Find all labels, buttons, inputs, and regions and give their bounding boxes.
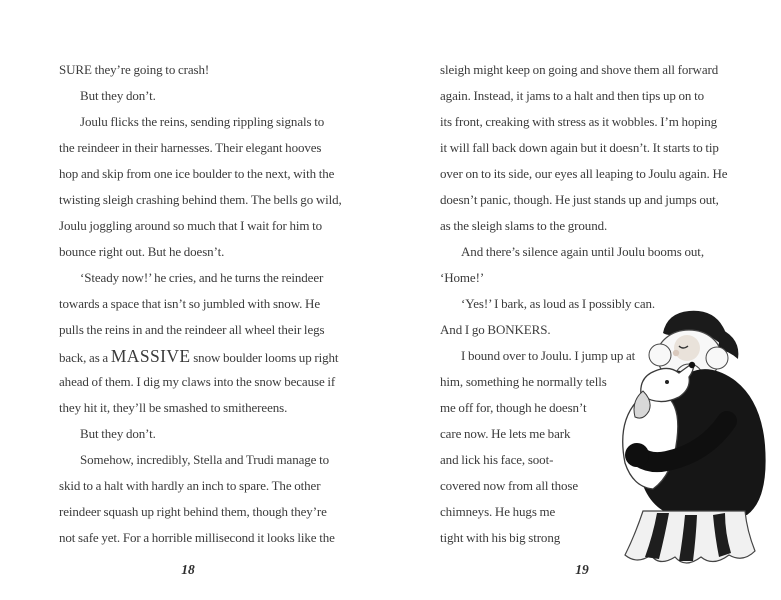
text-segment: snow boulder looms up right — [190, 350, 339, 365]
text-line: SURE they’re going to crash! — [59, 62, 210, 77]
text-line: again. Instead, it jams to a halt and then tips up on to — [440, 88, 704, 103]
text-line: tight with his big strong — [440, 530, 561, 545]
text-line: bounce right out. But he doesn’t. — [59, 244, 225, 259]
text-line: the reindeer in their harnesses. Their elegant hooves — [59, 140, 322, 155]
text-line: doesn’t panic, though. He just stands up and jumps out, — [440, 192, 719, 207]
text-line: as the sleigh slams to the ground. — [440, 218, 608, 233]
santa-hugging-dog-drawing — [597, 303, 775, 575]
santa-hugging-dog-illustration — [597, 303, 775, 575]
text-line: ‘Home!’ — [440, 270, 485, 285]
text-line: it will fall back down again but it doesn’t. It starts to tip — [440, 140, 719, 155]
text-line: towards a space that isn’t so jumbled with snow. He — [59, 296, 321, 311]
left-page-text — [59, 57, 391, 551]
text-line: its front, creaking with stress as it wobbles. I’m hoping — [440, 114, 718, 129]
text-line: But they don’t. — [80, 426, 156, 441]
text-line: reindeer squash up right behind them, though they’re — [59, 504, 327, 519]
text-line: me off for, though he doesn’t — [440, 400, 587, 415]
text-line: him, something he normally tells — [440, 374, 607, 389]
text-line: chimneys. He hugs me — [440, 504, 556, 519]
text-line: hop and skip from one ice boulder to the next, with the — [59, 166, 335, 181]
text-line — [59, 343, 391, 369]
text-line: ‘Yes!’ I bark, as loud as I possibly can. — [461, 296, 656, 311]
text-line: and lick his face, soot- — [440, 452, 554, 467]
text-line: not safe yet. For a horrible millisecond it looks like the — [59, 530, 335, 545]
text-line: And I go BONKERS. — [440, 322, 551, 337]
text-line: over on to its side, our eyes all leaping to Joulu again. He — [440, 166, 728, 181]
text-line: And there’s silence again until Joulu booms out, — [461, 244, 704, 259]
page-number-left: 18 — [181, 562, 195, 577]
text-line: Joulu joggling around so much that I wait for him to — [59, 218, 323, 233]
text-line: pulls the reins in and the reindeer all wheel their legs — [59, 322, 325, 337]
text-line: covered now from all those — [440, 478, 579, 493]
text-line: sleigh might keep on going and shove them all forward — [440, 62, 719, 77]
text-line: ‘Steady now!’ he cries, and he turns the reindeer — [80, 270, 324, 285]
text-line: Somehow, incredibly, Stella and Trudi manage to — [80, 452, 330, 467]
text-line: care now. He lets me bark — [440, 426, 571, 441]
text-line: skid to a halt with hardly an inch to spare. The other — [59, 478, 321, 493]
text-segment: back, as a — [59, 350, 111, 365]
text-line: they hit it, they’ll be smashed to smithereens. — [59, 400, 288, 415]
text-line: I bound over to Joulu. I jump up at — [461, 348, 636, 363]
text-line: Joulu flicks the reins, sending rippling signals to — [80, 114, 325, 129]
text-line: ahead of them. I dig my claws into the snow because if — [59, 374, 336, 389]
emphasized-word: MASSIVE — [110, 346, 191, 366]
text-line: twisting sleigh crashing behind them. The bells go wild, — [59, 192, 342, 207]
page-number-right: 19 — [575, 562, 589, 577]
text-line: But they don’t. — [80, 88, 156, 103]
